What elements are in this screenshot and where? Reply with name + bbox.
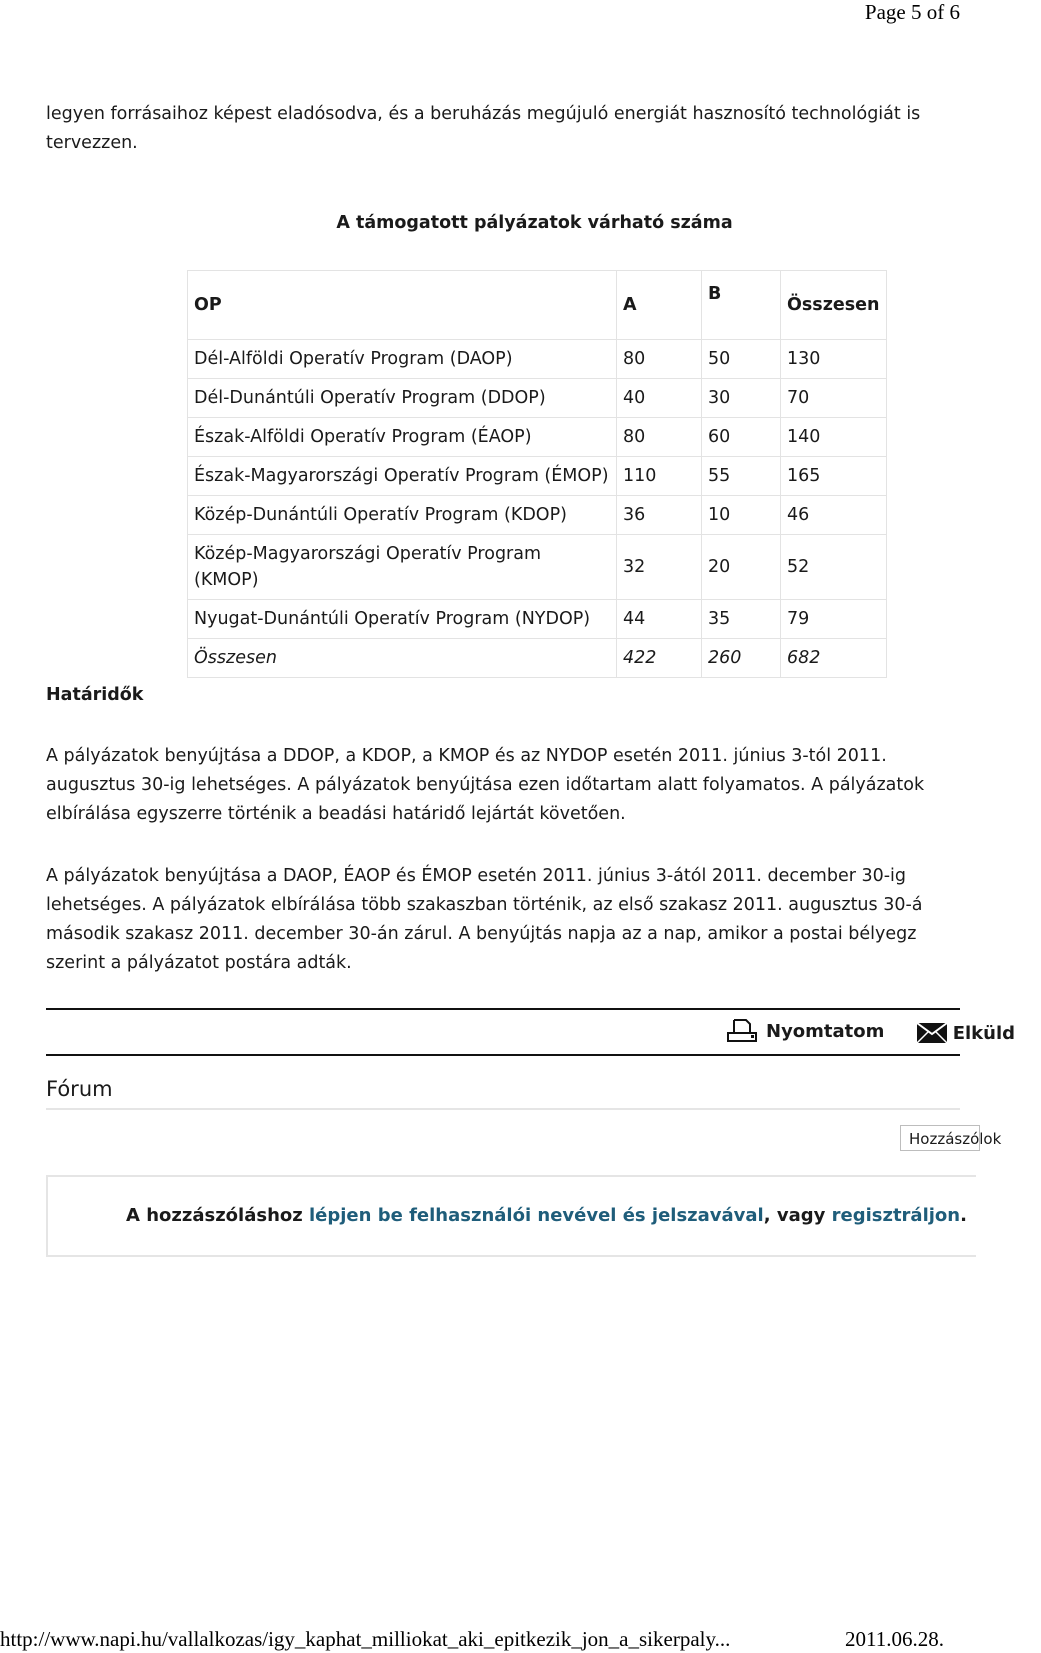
- table-row: [188, 600, 887, 639]
- header-op: OP: [188, 271, 617, 340]
- register-link[interactable]: regisztráljon: [831, 1205, 961, 1226]
- cell-total: 165: [781, 457, 887, 496]
- paragraph-line: augusztus 30-ig lehetséges. A pályázatok benyújtása ezen időtartam alatt folyamatos. A pályázatok: [46, 775, 925, 795]
- footer-date: 2011.06.28.: [845, 1627, 944, 1651]
- cell-total: 70: [781, 379, 887, 418]
- cell-op: Közép-Dunántúli Operatív Program (KDOP): [188, 496, 617, 535]
- table-row: [188, 340, 887, 379]
- login-prefix: A hozzászóláshoz: [126, 1205, 309, 1226]
- header-a: A: [617, 271, 702, 340]
- table-row: [188, 457, 887, 496]
- deadlines-heading: Határidők: [46, 685, 144, 705]
- cell-b: 30: [702, 379, 781, 418]
- cell-total: 46: [781, 496, 887, 535]
- cell-total: 79: [781, 600, 887, 639]
- op-table: [187, 270, 887, 678]
- envelope-icon: [917, 1023, 947, 1043]
- send-button[interactable]: [917, 1023, 1015, 1044]
- cell-b: 35: [702, 600, 781, 639]
- footer-url: http://www.napi.hu/vallalkozas/igy_kaphat_milliokat_aki_epitkezik_jon_a_sikerpaly...: [0, 1627, 731, 1651]
- table-row: [188, 418, 887, 457]
- login-suffix: .: [960, 1205, 967, 1226]
- cell-b: 50: [702, 340, 781, 379]
- header-total: Összesen: [781, 271, 887, 340]
- page-number: Page 5 of 6: [864, 0, 960, 24]
- cell-a: 422: [617, 639, 702, 678]
- deadlines-paragraph: [46, 862, 960, 978]
- paragraph-line: szerint a pályázatot postára adták.: [46, 953, 352, 973]
- cell-a: 110: [617, 457, 702, 496]
- table-row: [188, 379, 887, 418]
- table-header-row: [188, 271, 887, 340]
- cell-op: Dél-Dunántúli Operatív Program (DDOP): [188, 379, 617, 418]
- cell-op: Összesen: [188, 639, 617, 678]
- table-caption: A támogatott pályázatok várható száma: [336, 213, 733, 233]
- paragraph-line: A pályázatok benyújtása a DDOP, a KDOP, a KMOP és az NYDOP esetén 2011. június 3-tól 2011.: [46, 746, 887, 766]
- cell-op: Észak-Magyarországi Operatív Program (ÉMOP): [188, 457, 617, 496]
- intro-line: legyen forrásaihoz képest eladósodva, és a beruházás megújuló energiát hasznosító technológiát is: [46, 104, 921, 124]
- cell-op: Észak-Alföldi Operatív Program (ÉAOP): [188, 418, 617, 457]
- login-link[interactable]: lépjen be felhasználói nevével és jelszavával: [309, 1205, 764, 1226]
- cell-b: 20: [702, 535, 781, 600]
- cell-total: 52: [781, 535, 887, 600]
- table-row: [188, 496, 887, 535]
- paragraph-line: A pályázatok benyújtása a DAOP, ÉAOP és ÉMOP esetén 2011. június 3-ától 2011. december 30-ig: [46, 866, 907, 886]
- table-total-row: [188, 639, 887, 678]
- printer-icon: [726, 1019, 760, 1043]
- cell-total: 130: [781, 340, 887, 379]
- paragraph-line: második szakasz 2011. december 30-án zárul. A benyújtás napja az a nap, amikor a postai bélyegz: [46, 924, 917, 944]
- cell-a: 32: [617, 535, 702, 600]
- divider: [46, 1054, 960, 1056]
- cell-b: 55: [702, 457, 781, 496]
- cell-op: Közép-Magyarországi Operatív Program (KMOP): [188, 535, 617, 600]
- cell-b: 10: [702, 496, 781, 535]
- table-row: [188, 535, 887, 600]
- cell-a: 80: [617, 418, 702, 457]
- cell-a: 44: [617, 600, 702, 639]
- comment-button[interactable]: Hozzászólok: [900, 1125, 980, 1151]
- divider: [46, 1008, 960, 1010]
- send-label: Elküld: [952, 1022, 1015, 1044]
- forum-heading: Fórum: [46, 1077, 113, 1101]
- print-button[interactable]: [726, 1019, 884, 1043]
- deadlines-paragraph: [46, 742, 960, 829]
- cell-total: 140: [781, 418, 887, 457]
- forum-divider: [46, 1108, 960, 1110]
- cell-op: Dél-Alföldi Operatív Program (DAOP): [188, 340, 617, 379]
- intro-paragraph: [46, 100, 960, 158]
- login-notice-box: [46, 1175, 976, 1257]
- article-actions: [726, 1019, 1041, 1048]
- cell-op: Nyugat-Dunántúli Operatív Program (NYDOP): [188, 600, 617, 639]
- cell-total: 682: [781, 639, 887, 678]
- paragraph-line: elbírálása egyszerre történik a beadási határidő lejártát követően.: [46, 804, 626, 824]
- login-middle: , vagy: [763, 1205, 832, 1226]
- cell-a: 36: [617, 496, 702, 535]
- cell-a: 40: [617, 379, 702, 418]
- cell-b: 60: [702, 418, 781, 457]
- cell-b: 260: [702, 639, 781, 678]
- paragraph-line: lehetséges. A pályázatok elbírálása több szakaszban történik, az első szakasz 2011. augusztus 30-á: [46, 895, 923, 915]
- cell-a: 80: [617, 340, 702, 379]
- print-label: Nyomtatom: [766, 1020, 885, 1042]
- intro-line: tervezzen.: [46, 133, 138, 153]
- article-content: [46, 0, 1015, 1300]
- login-notice: [126, 1205, 967, 1226]
- header-b: B: [702, 271, 781, 340]
